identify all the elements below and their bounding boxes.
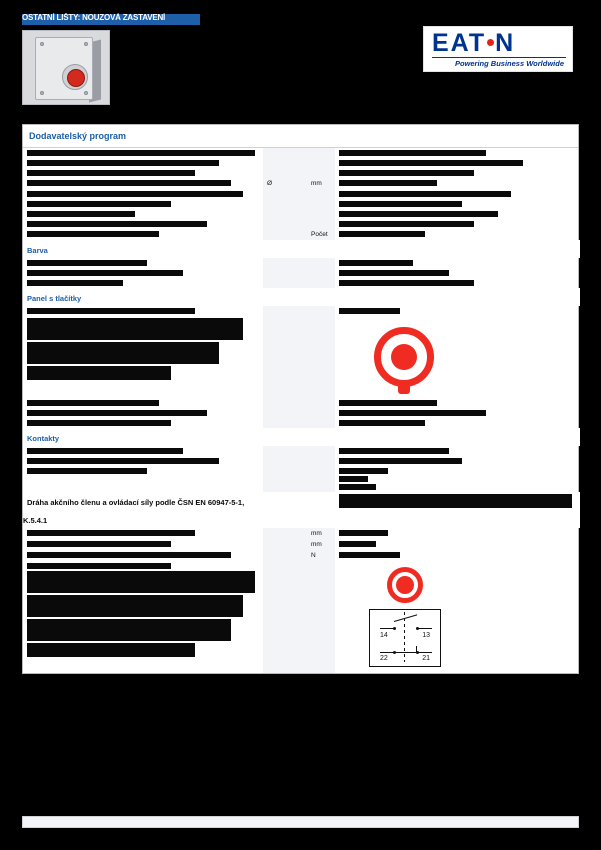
cell-label [23, 268, 263, 278]
terminal-label-14: 14 [380, 632, 388, 639]
cell-unit [307, 199, 335, 209]
cell-unit [307, 189, 335, 199]
section-title-text: Kontakty [27, 434, 60, 443]
product-photo [22, 30, 110, 105]
cell-value [335, 278, 580, 288]
cell-unit [307, 288, 335, 306]
emergency-stop-center-icon [391, 344, 417, 370]
table-row [23, 539, 580, 550]
cell-value [335, 219, 580, 229]
diameter-symbol: Ø [267, 180, 273, 187]
cell-unit [307, 168, 335, 178]
cell-value [335, 240, 580, 258]
eaton-wordmark-part2: N [495, 29, 516, 57]
redacted-text [339, 221, 474, 227]
redacted-text [27, 530, 195, 536]
eaton-wordmark [432, 31, 515, 56]
specification-table [23, 148, 580, 673]
redacted-text [27, 270, 183, 276]
cell-unit-symbol [263, 288, 307, 306]
cell-label [23, 539, 263, 550]
redacted-text [339, 494, 572, 508]
redacted-text [339, 458, 462, 464]
redacted-text [339, 260, 413, 266]
cell-value [335, 268, 580, 278]
screw-icon [84, 91, 88, 95]
cell-label [23, 168, 263, 178]
table-row [23, 258, 580, 268]
cell-label [23, 148, 263, 158]
cell-value-circuit [335, 561, 580, 673]
emergency-stop-symbol [365, 318, 443, 396]
table-row [23, 158, 580, 168]
section-header-kontakty [23, 428, 580, 446]
redacted-text [339, 530, 388, 536]
section-label [23, 240, 263, 258]
contact-node [416, 627, 419, 630]
cell-unit [307, 408, 335, 418]
section-header-panel [23, 288, 580, 306]
table-row [23, 456, 580, 466]
logo-divider [432, 57, 566, 58]
cell-unit [307, 539, 335, 550]
cell-unit-symbol [263, 428, 307, 446]
cell-value [335, 189, 580, 199]
cell-unit [307, 258, 335, 268]
contact-node [416, 651, 419, 654]
cell-unit [307, 306, 335, 316]
cell-unit-symbol [263, 168, 307, 178]
unit-newton: N [311, 552, 316, 559]
table-row [23, 199, 580, 209]
redacted-text [27, 643, 195, 657]
redacted-text [27, 342, 219, 364]
cell-value [335, 528, 580, 539]
terminal-label-13: 13 [422, 632, 430, 639]
redacted-text [27, 448, 183, 454]
cell-label [23, 456, 263, 466]
cell-unit [307, 316, 335, 398]
redacted-text [339, 400, 437, 406]
table-row [23, 466, 580, 492]
redacted-text [27, 571, 255, 593]
cell-unit-symbol [263, 456, 307, 466]
cell-value [335, 428, 580, 446]
redacted-text [339, 150, 486, 156]
redacted-text [339, 231, 425, 237]
redacted-text [339, 410, 486, 416]
redacted-text [27, 221, 207, 227]
cell-unit-symbol [263, 209, 307, 219]
redacted-text [27, 541, 171, 547]
table-row-circuit [23, 561, 580, 673]
cell-value [335, 466, 580, 492]
cell-unit-symbol [263, 561, 307, 673]
page-header [0, 0, 601, 118]
section-label [23, 428, 263, 446]
cell-value [335, 168, 580, 178]
cell-unit-symbol [263, 148, 307, 158]
cell-value [335, 492, 580, 528]
logo-tagline: Powering Business Worldwide [454, 59, 564, 68]
screw-icon [40, 42, 44, 46]
cell-unit [307, 278, 335, 288]
cell-label [23, 398, 263, 408]
cell-value [335, 209, 580, 219]
redacted-text [27, 150, 255, 156]
contact-lead-14 [380, 628, 394, 629]
redacted-text [339, 476, 368, 482]
table-row [23, 446, 580, 456]
cell-unit [307, 466, 335, 492]
redacted-text [339, 180, 437, 186]
cell-unit-symbol [263, 492, 307, 528]
redacted-text [27, 400, 159, 406]
table-row [23, 209, 580, 219]
terminal-label-21: 21 [422, 655, 430, 662]
emergency-stop-button-photo [62, 64, 88, 90]
table-row-count [23, 229, 580, 240]
cell-unit-symbol [263, 258, 307, 268]
section-title-text: Dráha akčního členu a ovládací síly podle ČSN EN 60947-5-1, K.5.4.1 [23, 498, 245, 525]
cell-value [335, 306, 580, 316]
emergency-stop-button-cap [67, 69, 85, 87]
cell-label [23, 209, 263, 219]
table-row [23, 278, 580, 288]
redacted-text [27, 468, 147, 474]
unit-count: Počet [311, 231, 328, 238]
table-row [23, 189, 580, 199]
redacted-text [339, 201, 462, 207]
cell-unit-symbol [263, 189, 307, 199]
redacted-text [339, 191, 511, 197]
cell-value [335, 258, 580, 268]
redacted-text [339, 308, 400, 314]
cell-unit [307, 219, 335, 229]
mechanical-link [404, 612, 405, 662]
contact-lead-13 [418, 628, 432, 629]
cell-value [335, 408, 580, 418]
table-row [23, 418, 580, 428]
cell-label [23, 561, 263, 673]
cell-value [335, 398, 580, 408]
table-row [23, 219, 580, 229]
redacted-text [27, 160, 219, 166]
redacted-text [339, 211, 498, 217]
cell-value [335, 178, 580, 189]
redacted-text [339, 484, 376, 490]
cell-unit-symbol [263, 466, 307, 492]
cell-label [23, 199, 263, 209]
cell-unit-symbol [263, 418, 307, 428]
cell-value [335, 229, 580, 240]
contact-blade-no [394, 614, 417, 622]
cell-unit-symbol [263, 306, 307, 316]
cell-unit-symbol [263, 550, 307, 561]
redacted-text [339, 170, 474, 176]
cell-unit-symbol [263, 240, 307, 258]
cell-value [335, 418, 580, 428]
cell-unit [307, 428, 335, 446]
redacted-text [27, 595, 243, 617]
redacted-text [27, 410, 207, 416]
table-row [23, 408, 580, 418]
cell-unit [307, 229, 335, 240]
cell-unit-symbol [263, 528, 307, 539]
table-row-diameter [23, 178, 580, 189]
cell-unit-symbol [263, 408, 307, 418]
cell-value [335, 446, 580, 456]
cell-unit [307, 561, 335, 673]
cell-label [23, 158, 263, 168]
table-row [23, 306, 580, 316]
cell-label [23, 408, 263, 418]
redacted-text [27, 191, 243, 197]
redacted-text [339, 468, 388, 474]
redacted-text [27, 201, 171, 207]
cell-unit-symbol [263, 219, 307, 229]
cell-label [23, 178, 263, 189]
cell-label [23, 258, 263, 268]
cell-unit [307, 240, 335, 258]
screw-icon [84, 42, 88, 46]
page-title: OSTATNÍ LIŠTY: NOUZOVÁ ZASTAVENÍ [22, 13, 166, 22]
redacted-text [339, 420, 425, 426]
redacted-text [27, 231, 159, 237]
table-row [23, 398, 580, 408]
redacted-text [27, 180, 231, 186]
cell-unit-symbol [263, 178, 307, 189]
cell-unit [307, 550, 335, 561]
eaton-logo [423, 26, 573, 72]
screw-icon [40, 91, 44, 95]
page-footer [22, 816, 579, 828]
cell-unit [307, 446, 335, 456]
cell-unit [307, 268, 335, 278]
cell-unit [307, 456, 335, 466]
section-header-barva [23, 240, 580, 258]
cell-label [23, 306, 263, 316]
cell-label [23, 528, 263, 539]
redacted-text [27, 280, 123, 286]
cell-label [23, 446, 263, 456]
table-row-symbol [23, 316, 580, 398]
cell-unit [307, 528, 335, 539]
contact-node [393, 627, 396, 630]
cell-unit-symbol [263, 446, 307, 456]
cell-label [23, 278, 263, 288]
product-enclosure [35, 37, 93, 100]
terminal-label-22: 22 [380, 655, 388, 662]
redacted-text [27, 420, 171, 426]
unit-mm: mm [311, 180, 322, 187]
contact-node [393, 651, 396, 654]
cell-value [335, 539, 580, 550]
table-row [23, 550, 580, 561]
contact-block-frame [369, 609, 441, 667]
cell-unit [307, 492, 335, 528]
cell-label [23, 316, 263, 398]
cell-unit [307, 209, 335, 219]
contact-lead-21 [418, 652, 432, 653]
cell-unit-symbol [263, 278, 307, 288]
redacted-text [339, 160, 523, 166]
contact-lead-22 [380, 652, 394, 653]
redacted-text [339, 541, 376, 547]
redacted-text [27, 563, 171, 569]
eaton-dot-icon [487, 39, 494, 46]
redacted-text [339, 270, 449, 276]
redacted-text [339, 280, 474, 286]
redacted-text [27, 552, 231, 558]
cell-unit-symbol [263, 539, 307, 550]
unit-mm: mm [311, 530, 322, 537]
section-title-text: Barva [27, 246, 48, 255]
cell-unit-symbol [263, 158, 307, 168]
emergency-stop-tab-icon [398, 386, 410, 394]
cell-value [335, 550, 580, 561]
cell-value [335, 158, 580, 168]
redacted-text [27, 458, 219, 464]
redacted-text [27, 211, 135, 217]
cell-label [23, 189, 263, 199]
cell-label [23, 466, 263, 492]
redacted-text [27, 308, 195, 314]
cell-label [23, 418, 263, 428]
cell-value [335, 199, 580, 209]
spec-card-title: Dodavatelský program [23, 125, 578, 148]
cell-unit-symbol [263, 229, 307, 240]
cell-unit [307, 418, 335, 428]
redacted-text [27, 170, 195, 176]
redacted-text [27, 366, 171, 380]
cell-value [335, 288, 580, 306]
section-label [23, 492, 263, 528]
cell-unit [307, 158, 335, 168]
section-title-text: Panel s tlačítky [27, 294, 82, 303]
cell-unit-symbol [263, 398, 307, 408]
cell-unit-symbol [263, 199, 307, 209]
table-row [23, 268, 580, 278]
section-header-draha [23, 492, 580, 528]
cell-label [23, 550, 263, 561]
table-row [23, 148, 580, 158]
cell-label [23, 229, 263, 240]
cell-unit [307, 148, 335, 158]
section-label [23, 288, 263, 306]
cell-label [23, 219, 263, 229]
cell-value [335, 456, 580, 466]
cell-unit [307, 178, 335, 189]
redacted-text [339, 552, 400, 558]
cell-unit-symbol [263, 316, 307, 398]
circuit-diagram [365, 563, 445, 671]
redacted-text [27, 318, 243, 340]
spec-card [22, 124, 579, 674]
redacted-text [339, 448, 449, 454]
contact-blade-nc [394, 652, 418, 653]
emergency-stop-center-icon [396, 576, 414, 594]
cell-unit [307, 398, 335, 408]
table-row [23, 168, 580, 178]
cell-value [335, 148, 580, 158]
cell-unit-symbol [263, 268, 307, 278]
redacted-text [27, 619, 231, 641]
cell-value-symbol [335, 316, 580, 398]
unit-mm: mm [311, 541, 322, 548]
eaton-wordmark-part1: EAT [432, 29, 487, 57]
redacted-text [27, 260, 147, 266]
table-row [23, 528, 580, 539]
